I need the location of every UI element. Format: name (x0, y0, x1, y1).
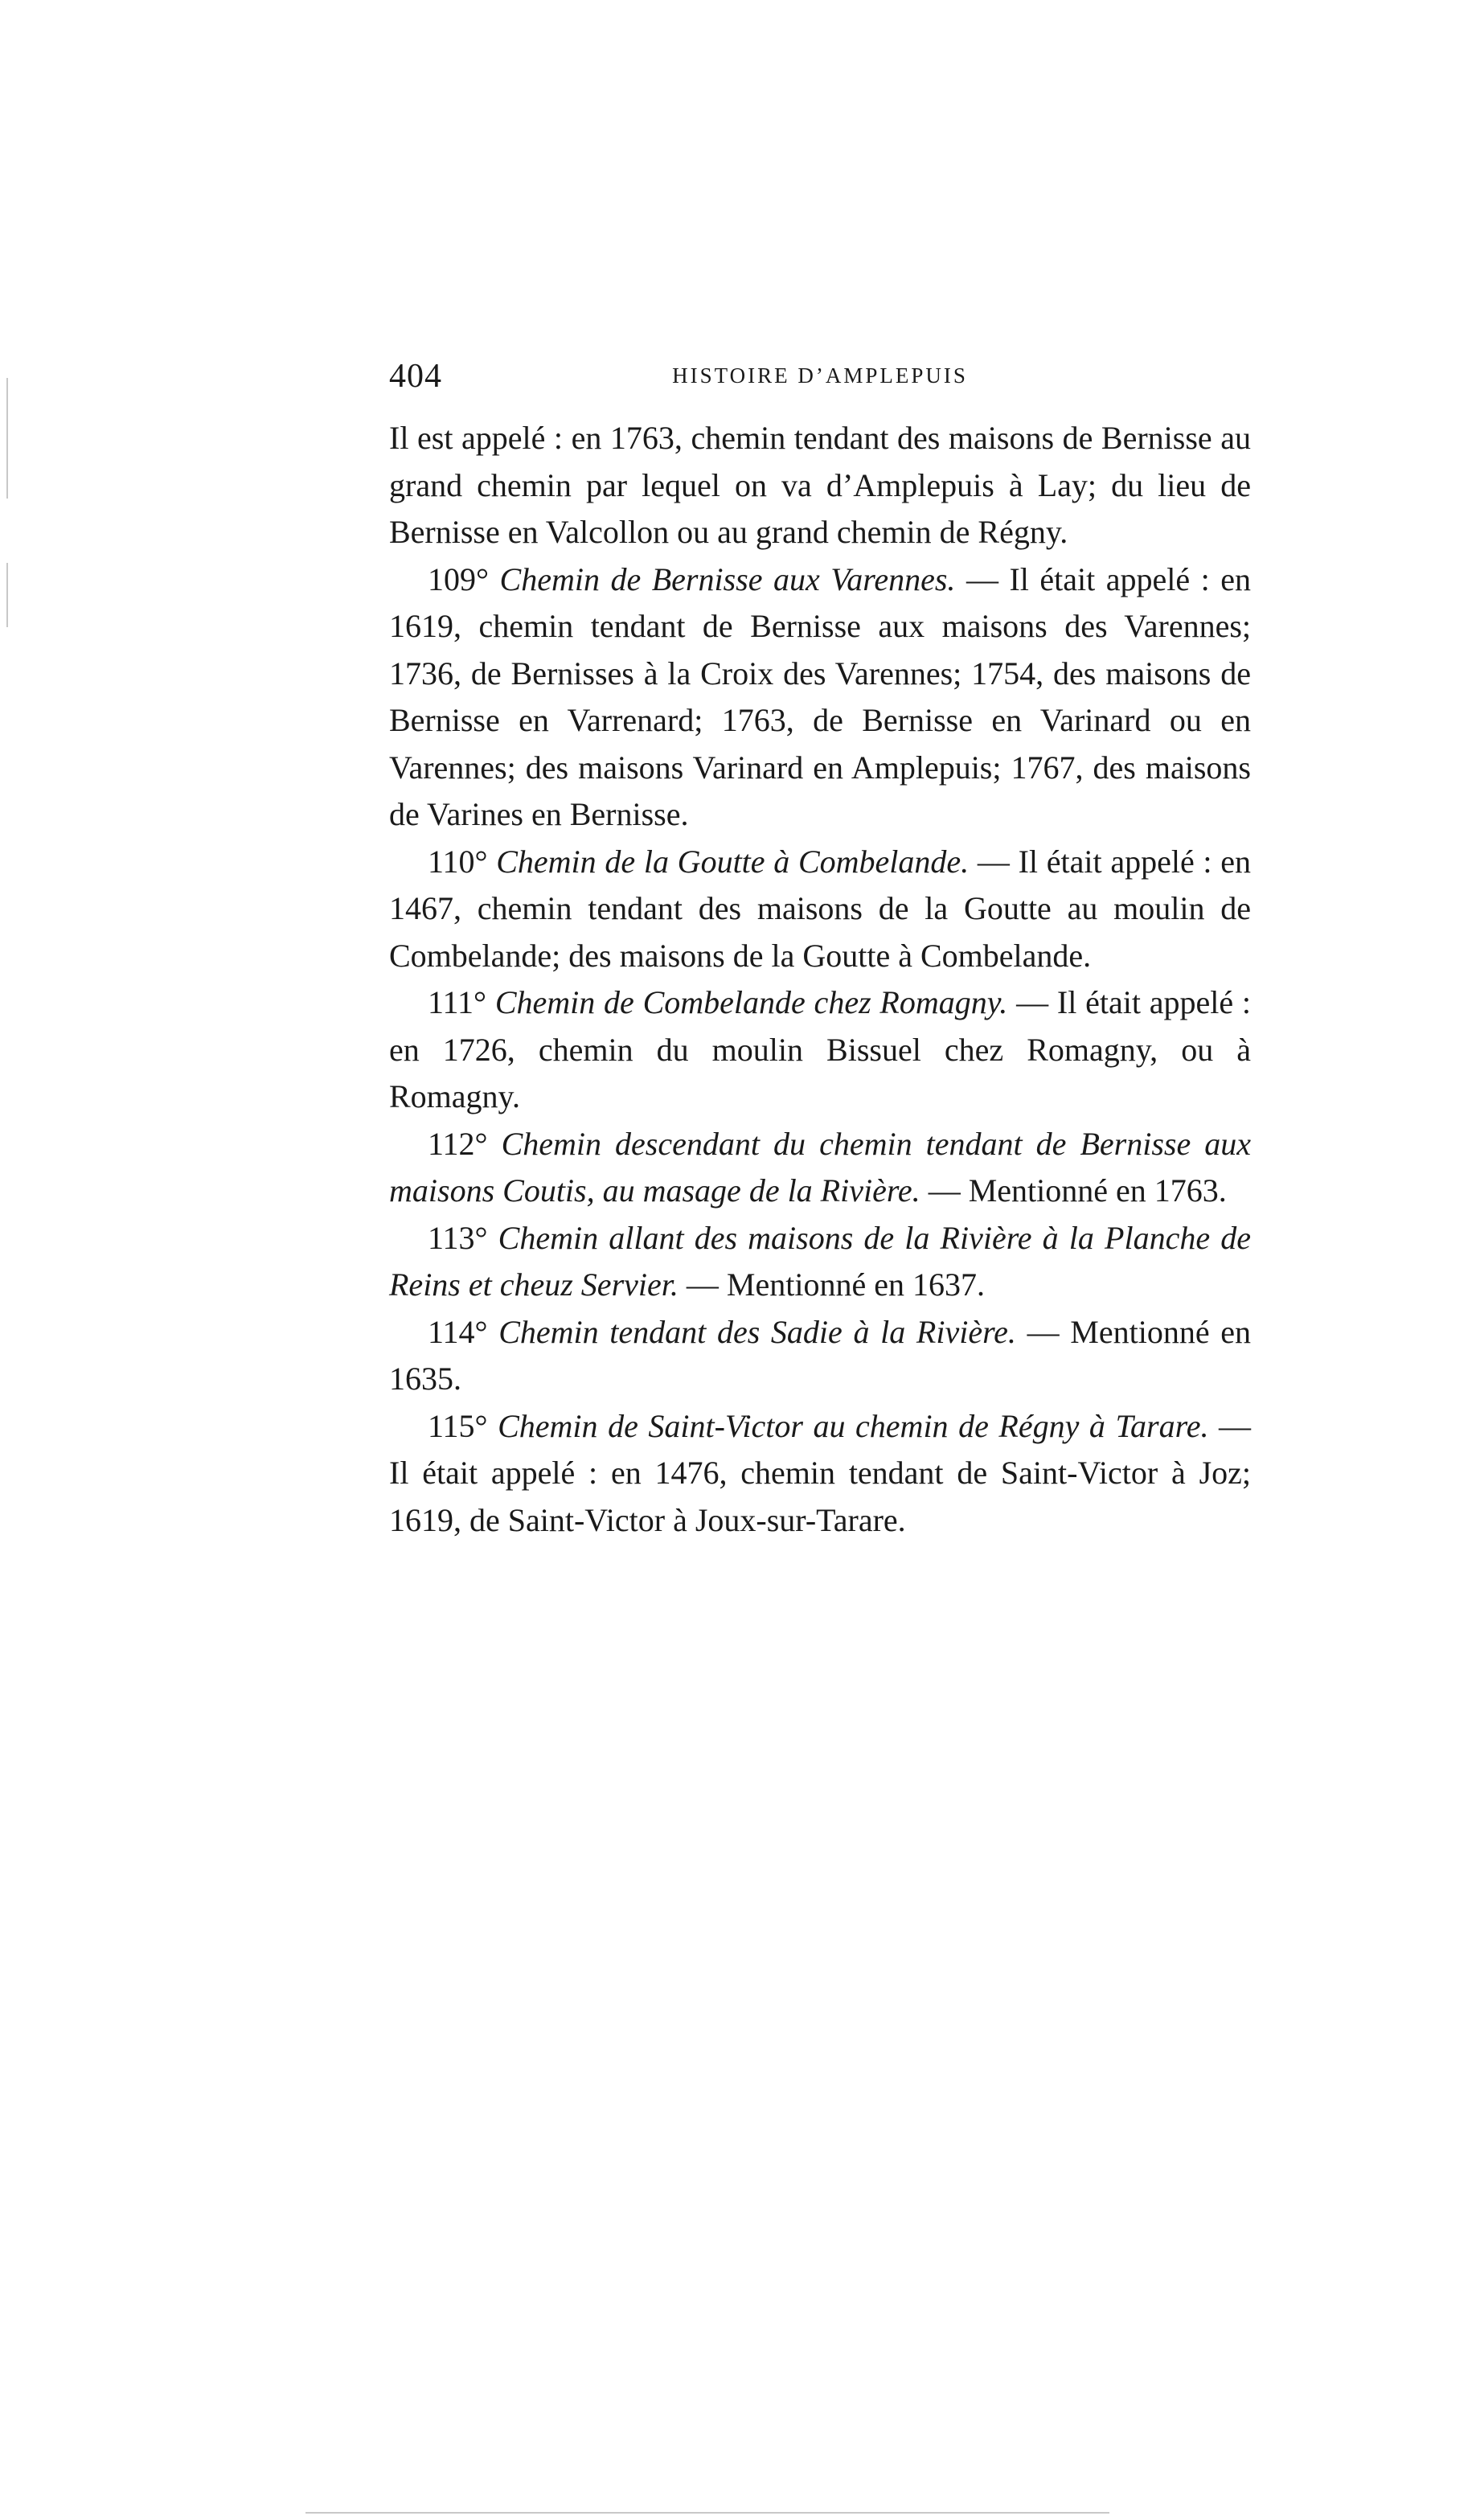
entry-number: 114° (428, 1313, 488, 1350)
entry-title: Chemin allant des maisons de la Rivière à la Planche de Reins et cheuz Servier. (389, 1219, 1251, 1303)
entry-number: 115° (428, 1407, 488, 1444)
entry-number: 113° (428, 1219, 488, 1256)
entry-110 (389, 839, 1251, 980)
entry-text: — Mentionné en 1637. (686, 1266, 985, 1303)
scan-bottom-mark (305, 2512, 1109, 2514)
entry-number: 110° (428, 843, 488, 880)
entry-113 (389, 1215, 1251, 1309)
entry-text: — Il était appelé : en 1619, chemin tendant de Bernisse aux maisons des Varennes; 1736, de Bernisses à la Croix des Varennes; 1754, des maisons de Bernisse en Varrenard; 1763, de Bernisse en Varinard ou en Varennes; des maisons Varinard en Amplepuis; 1767, des maisons de Varines en Bernisse. (389, 560, 1252, 832)
entry-109 (389, 556, 1251, 839)
entry-title: Chemin de Bernisse aux Varennes. (499, 560, 956, 597)
entry-114 (389, 1309, 1251, 1403)
entry-112 (389, 1121, 1251, 1215)
entry-title: Chemin de la Goutte à Combelande. (496, 843, 970, 880)
entry-text: — Il était appelé : en 1476, chemin tendant de Saint-Victor à Joz; 1619, de Saint-Victor à Joux-sur-Tarare. (389, 1407, 1252, 1538)
entry-title: Chemin tendant des Sadie à la Rivière. (498, 1313, 1016, 1350)
page-header (389, 357, 1251, 405)
running-title: HISTOIRE D’AMPLEPUIS (672, 363, 968, 388)
entry-text: — Il était appelé : en 1467, chemin tendant des maisons de la Goutte au moulin de Combelande; des maisons de la Goutte à Combelande. (389, 843, 1251, 974)
entry-text: — Mentionné en 1763. (928, 1172, 1227, 1209)
page-body (389, 415, 1251, 1544)
entry-number: 111° (428, 984, 487, 1020)
entry-number: 112° (428, 1125, 488, 1162)
paragraph-text: Il est appelé : en 1763, chemin tendant des maisons de Bernisse au grand chemin par lequel on va d’Amplepuis à Lay; du lieu de Bernisse en Valcollon ou au grand chemin de Régny. (389, 420, 1251, 550)
entry-text: — Mentionné en 1635. (389, 1313, 1252, 1397)
entry-number: 109° (428, 560, 489, 597)
entry-115 (389, 1403, 1251, 1545)
entry-title: Chemin de Saint-Victor au chemin de Régny à Tarare. (498, 1407, 1209, 1444)
scan-edge-mark (6, 563, 8, 627)
scan-edge-mark (6, 378, 8, 499)
entry-title: Chemin descendant du chemin tendant de Bernisse aux maisons Coutis, au masage de la Rivière. (389, 1125, 1252, 1209)
entry-title: Chemin de Combelande chez Romagny. (494, 984, 1008, 1020)
page-number: 404 (389, 358, 442, 395)
paragraph-continuation (389, 415, 1251, 556)
entry-111 (389, 979, 1251, 1121)
entry-text: — Il était appelé : en 1726, chemin du moulin Bissuel chez Romagny, ou à Romagny. (389, 984, 1252, 1114)
